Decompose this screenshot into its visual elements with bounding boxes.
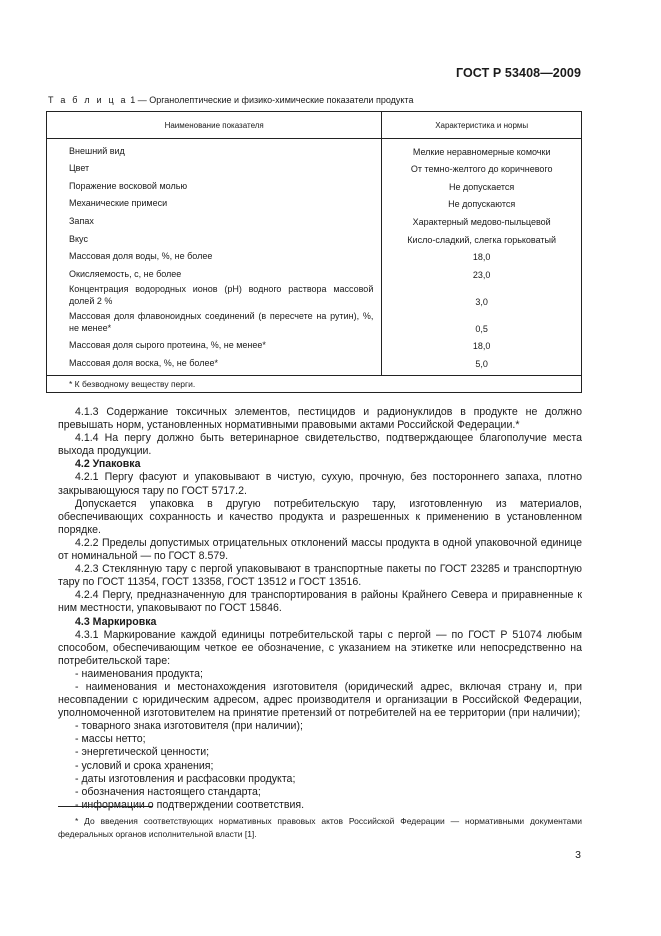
table-footnote-row <box>47 375 582 392</box>
column-header-name: Наименование показателя <box>47 112 382 139</box>
indicator-name: Массовая доля воска, %, не более* <box>47 351 382 369</box>
indicator-value: 0,5 <box>382 307 582 334</box>
paragraph-packaging-alt: Допускается упаковка в другую потребительскую тару, изготовленную из материалов, обеспечивающих сохранность и качество продукта и разрешенных к применению в установленном порядке. <box>58 497 582 536</box>
indicator-value: Кисло-сладкий, слегка горьковатый <box>382 227 582 245</box>
indicator-value: 18,0 <box>382 334 582 352</box>
table-row <box>47 209 582 227</box>
list-item: - условий и срока хранения; <box>75 759 214 772</box>
indicator-name: Запах <box>47 209 382 227</box>
section-heading-4-3: 4.3 Маркировка <box>75 615 157 628</box>
table-row <box>47 157 582 175</box>
list-item: - даты изготовления и расфасовки продукта; <box>75 772 296 785</box>
table-caption-label: Т а б л и ц а <box>48 95 128 105</box>
body-text <box>58 406 582 812</box>
indicator-value: Мелкие неравномерные комочки <box>382 139 582 157</box>
list-item: - наименования продукта; <box>75 667 203 680</box>
indicator-name: Окисляемость, с, не более <box>47 262 382 280</box>
table-row <box>47 227 582 245</box>
indicator-name: Механические примеси <box>47 192 382 210</box>
indicator-name: Массовая доля сырого протеина, %, не менее* <box>47 334 382 352</box>
paragraph-4-2-1: 4.2.1 Пергу фасуют и упаковывают в чистую, сухую, прочную, без постороннего запаха, плотно закрывающуюся тару по ГОСТ 5717.2. <box>58 471 582 497</box>
section-heading-4-2: 4.2 Упаковка <box>75 458 141 471</box>
indicator-name: Цвет <box>47 157 382 175</box>
list-item: - массы нетто; <box>75 733 146 746</box>
table-row <box>47 139 582 157</box>
table-row <box>47 334 582 352</box>
paragraph-4-2-3: 4.2.3 Стеклянную тару с пергой упаковывают в транспортные пакеты по ГОСТ 23285 и транспортную тару по ГОСТ 11354, ГОСТ 13358, ГОСТ 13512 и ГОСТ 13516. <box>58 563 582 589</box>
list-item: - информации о подтверждении соответствия. <box>75 798 305 811</box>
indicator-value: От темно-желтого до коричневого <box>382 157 582 175</box>
paragraph-4-2-2: 4.2.2 Пределы допустимых отрицательных отклонений массы продукта в одной упаковочной единице от номинальной — по ГОСТ 8.579. <box>58 536 582 563</box>
table-row <box>47 280 582 307</box>
paragraph-4-1-3: 4.1.3 Содержание токсичных элементов, пестицидов и радионуклидов в продукте не должно превышать норм, установленных нормативными правовыми актами Российской Федерации.* <box>58 406 582 432</box>
indicators-table <box>46 111 582 393</box>
table-row <box>47 307 582 334</box>
table-row <box>47 174 582 192</box>
indicator-name: Внешний вид <box>47 139 382 157</box>
table-header-row <box>47 112 582 139</box>
indicator-value: 5,0 <box>382 351 582 369</box>
paragraph-4-3-1: 4.3.1 Маркирование каждой единицы потребительской тары с пергой — по ГОСТ Р 51074 любым способом, обеспечивающим четкое ее обозначение, с указанием на этикетке или непосредственно на потребительской таре: <box>58 628 582 667</box>
indicator-value: 23,0 <box>382 262 582 280</box>
indicator-name: Концентрация водородных ионов (рН) водного раствора массовой долей 2 % <box>47 280 382 307</box>
indicator-value: 3,0 <box>382 280 582 307</box>
indicator-name: Поражение восковой молью <box>47 174 382 192</box>
list-item: - энергетической ценности; <box>75 746 210 759</box>
table-caption <box>48 95 413 105</box>
list-item: - наименования и местонахождения изготовителя (юридический адрес, включая страну и, при несовпадении с юридическим адресом, адрес производителя и организации в Российской Федерации, уполномоченной изготовителем на принятие претензий от потребителей на ее территории (при наличии); <box>58 680 582 720</box>
table-row <box>47 192 582 210</box>
table-row <box>47 245 582 263</box>
list-item: - обозначения настоящего стандарта; <box>75 785 261 798</box>
table-caption-text: 1 — Органолептические и физико-химические показатели продукта <box>127 95 414 105</box>
table-footnote: * К безводному веществу перги. <box>47 375 582 392</box>
column-header-value: Характеристика и нормы <box>382 112 582 139</box>
indicator-value: Характерный медово-пыльцевой <box>382 209 582 227</box>
indicator-value: Не допускаются <box>382 192 582 210</box>
table-row <box>47 262 582 280</box>
list-item: - товарного знака изготовителя (при наличии); <box>75 720 303 733</box>
standard-designation: ГОСТ Р 53408—2009 <box>455 66 581 80</box>
page-footnote: * До введения соответствующих нормативных правовых актов Российской Федерации — нормативными документами федеральных органов исполнительной власти [1]. <box>58 816 582 839</box>
page-number: 3 <box>575 849 581 861</box>
indicator-value: Не допускается <box>382 174 582 192</box>
indicator-name: Вкус <box>47 227 382 245</box>
indicator-name: Массовая доля воды, %, не более <box>47 245 382 263</box>
indicator-name: Массовая доля флавоноидных соединений (в пересчете на рутин), %, не менее* <box>47 307 382 334</box>
footnote-divider <box>58 806 153 807</box>
indicator-value: 18,0 <box>382 245 582 263</box>
paragraph-4-1-4: 4.1.4 На пергу должно быть ветеринарное свидетельство, подтверждающее благополучие места выхода продукции. <box>58 432 582 458</box>
table-row <box>47 351 582 369</box>
paragraph-4-2-4: 4.2.4 Пергу, предназначенную для транспортирования в районы Крайнего Севера и приравненные к ним местности, упаковывают по ГОСТ 15846. <box>58 589 582 615</box>
